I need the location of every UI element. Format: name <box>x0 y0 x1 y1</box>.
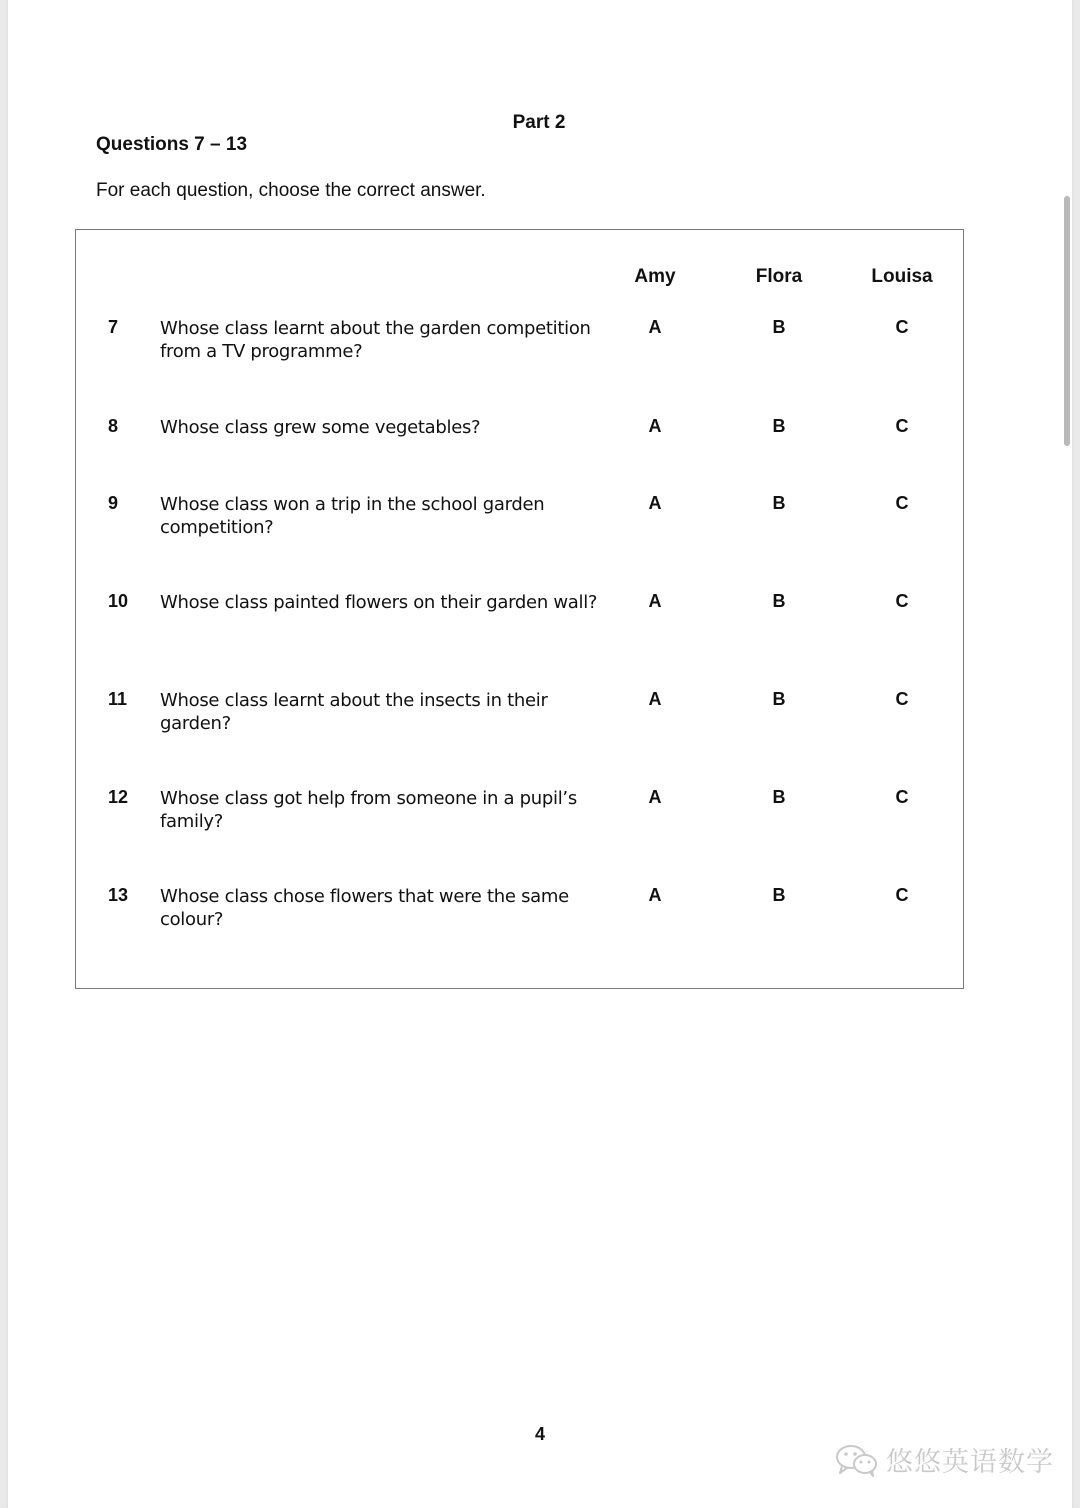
option-c[interactable]: C <box>895 689 909 709</box>
document-page <box>8 0 1072 1508</box>
question-number: 12 <box>108 787 129 807</box>
option-c[interactable]: C <box>895 885 909 905</box>
question-number: 13 <box>108 885 129 905</box>
question-text: Whose class won a trip in the school garden competition? <box>160 494 545 538</box>
scrollbar-thumb[interactable] <box>1064 196 1070 446</box>
option-b[interactable]: B <box>772 493 786 513</box>
option-b[interactable]: B <box>772 885 786 905</box>
question-number: 8 <box>108 416 119 436</box>
option-a[interactable]: A <box>648 591 662 611</box>
question-text: Whose class learnt about the garden competition from a TV programme? <box>160 318 591 362</box>
option-b[interactable]: B <box>772 689 786 709</box>
option-b[interactable]: B <box>772 416 786 436</box>
questions-heading: Questions 7 – 13 <box>96 134 248 155</box>
option-b[interactable]: B <box>772 787 786 807</box>
column-header-louisa: Louisa <box>871 266 933 287</box>
instruction-text: For each question, choose the correct answer. <box>96 180 486 201</box>
option-a[interactable]: A <box>648 317 662 337</box>
option-b[interactable]: B <box>772 591 786 611</box>
question-number: 11 <box>108 689 128 709</box>
question-text: Whose class grew some vegetables? <box>160 417 481 438</box>
question-text: Whose class painted flowers on their garden wall? <box>160 592 598 613</box>
option-b[interactable]: B <box>772 317 786 337</box>
option-c[interactable]: C <box>895 416 909 436</box>
option-a[interactable]: A <box>648 493 662 513</box>
question-text: Whose class got help from someone in a pupil’s family? <box>160 788 577 832</box>
question-text: Whose class learnt about the insects in their garden? <box>160 690 548 734</box>
option-c[interactable]: C <box>895 493 909 513</box>
option-a[interactable]: A <box>648 416 662 436</box>
wechat-icon <box>834 1443 880 1477</box>
watermark-text: 悠悠英语数学 <box>886 1447 1054 1478</box>
question-number: 9 <box>108 493 119 513</box>
option-c[interactable]: C <box>895 317 909 337</box>
question-number: 10 <box>108 591 129 611</box>
option-a[interactable]: A <box>648 885 662 905</box>
watermark <box>834 1440 1054 1479</box>
question-text: Whose class chose flowers that were the same colour? <box>160 886 569 930</box>
question-number: 7 <box>108 317 119 337</box>
page-number: 4 <box>534 1424 545 1444</box>
option-a[interactable]: A <box>648 689 662 709</box>
part-title: Part 2 <box>512 112 566 133</box>
option-a[interactable]: A <box>648 787 662 807</box>
option-c[interactable]: C <box>895 591 909 611</box>
column-header-flora: Flora <box>755 266 803 287</box>
option-c[interactable]: C <box>895 787 909 807</box>
column-header-amy: Amy <box>634 266 676 287</box>
